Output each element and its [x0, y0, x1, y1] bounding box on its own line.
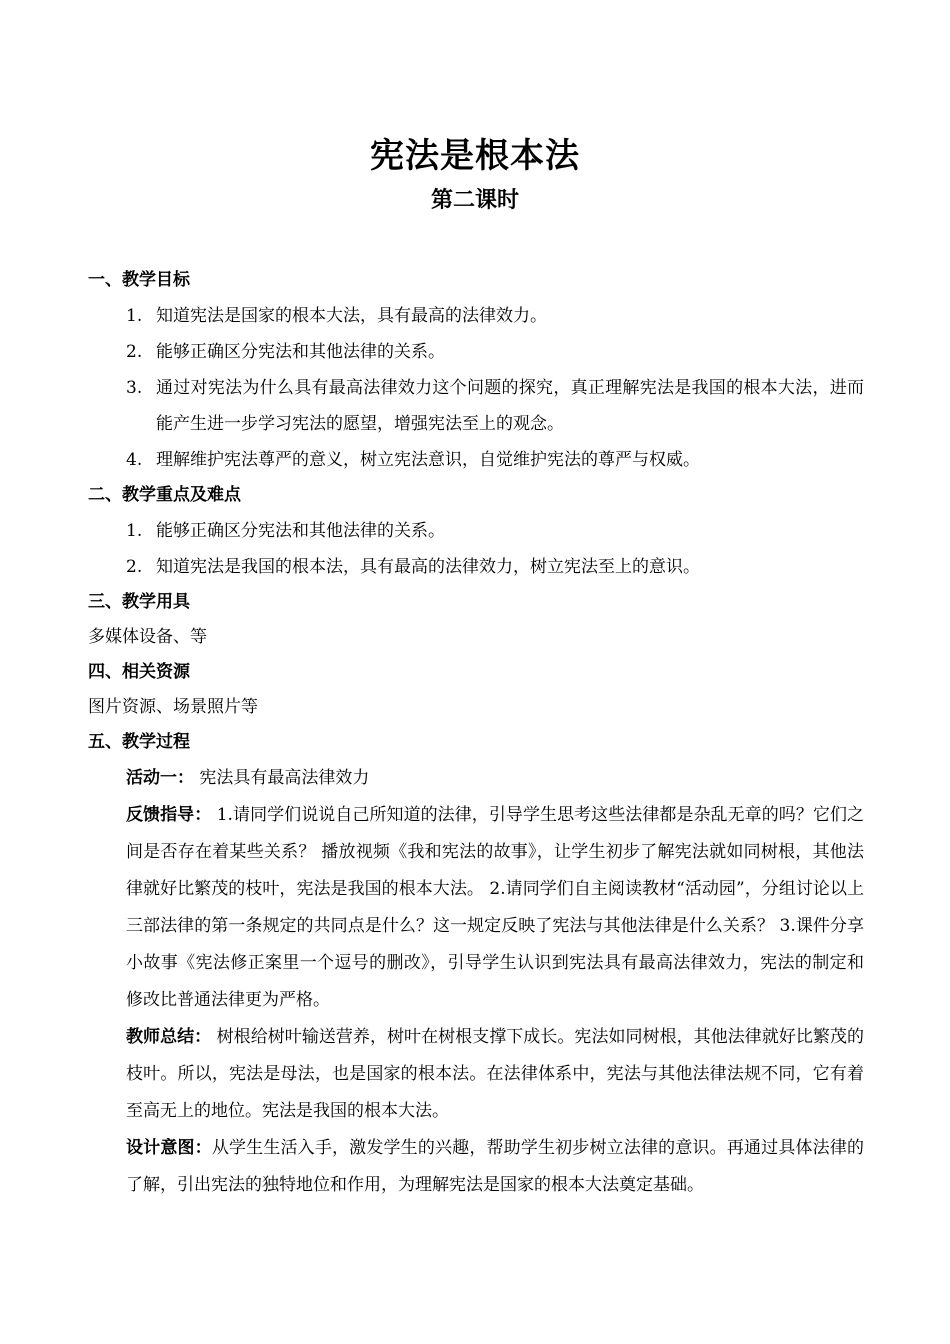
resources-text: 图片资源、场景照片等 [88, 697, 258, 717]
list-text: 知道宪法是我国的根本法，具有最高的法律效力，树立宪法至上的意识。 [156, 557, 700, 577]
list-number: 3. [126, 378, 143, 398]
list-text: 通过对宪法为什么具有最高法律效力这个问题的探究，真正理解宪法是我国的根本大法，进而能产生进一步学习宪法的愿望，增强宪法至上的观念。 [156, 378, 864, 434]
design-label: 设计意图： [126, 1138, 212, 1158]
list-number: 1. [126, 521, 143, 541]
activity-text: 宪法具有最高法律效力 [194, 768, 370, 788]
list-number: 1. [126, 306, 143, 326]
document-subtitle: 第二课时 [430, 187, 519, 213]
document-body [88, 263, 864, 1204]
list-number: 2. [126, 557, 143, 577]
list-item [88, 334, 864, 370]
design-paragraph [88, 1130, 864, 1204]
list-item [88, 442, 864, 478]
list-text: 知道宪法是国家的根本大法，具有最高的法律效力。 [156, 306, 547, 326]
document-title: 宪法是根本法 [370, 136, 580, 176]
design-text: 从学生生活入手，激发学生的兴趣，帮助学生初步树立法律的意识。再通过具体法律的了解，引出宪法的独特地位和作用，为理解宪法是国家的根本大法奠定基础。 [126, 1138, 865, 1195]
section-heading-goals: 一、教学目标 [88, 270, 190, 290]
list-text: 理解维护宪法尊严的意义，树立宪法意识，自觉维护宪法的尊严与权威。 [156, 450, 700, 470]
activity-label: 活动一： [126, 768, 194, 788]
list-text: 能够正确区分宪法和其他法律的关系。 [156, 521, 445, 541]
section-heading-keypoints: 二、教学重点及难点 [88, 485, 241, 505]
summary-text: 树根给树叶输送营养，树叶在树根支撑下成长。宪法如同树根，其他法律就好比繁茂的枝叶。所以，宪法是母法，也是国家的根本法。在法律体系中，宪法与其他法律法规不同，它有着至高无上的地位。宪法是我国的根本大法。 [126, 1027, 864, 1121]
section-heading-tools: 三、教学用具 [88, 592, 190, 612]
activity-paragraph [88, 760, 864, 797]
list-item [88, 549, 864, 585]
list-number: 2. [126, 342, 143, 362]
list-text: 能够正确区分宪法和其他法律的关系。 [156, 342, 445, 362]
summary-label: 教师总结： [126, 1027, 212, 1047]
tools-text: 多媒体设备、等 [88, 627, 207, 647]
list-item [88, 298, 864, 334]
list-item [88, 370, 864, 442]
feedback-text: 1.请同学们说说自己所知道的法律，引导学生思考这些法律都是杂乱无章的吗？它们之间是否存在着某些关系？ 播放视频《我和宪法的故事》，让学生初步了解宪法就如同树根，其他法律就好比繁茂的枝叶，宪法是我国的根本大法。 2.请同学们自主阅读教材“活动园”，分组讨论以上三部法律的第一条规定的共同点是什么？这一规定反映了宪法与其他法律是什么关系？ 3.课件分享小故事《宪法修正案里一个逗号的删改》，引导学生认识到宪法具有最高法律效力，宪法的制定和修改比普通法律更为严格。 [126, 805, 865, 1010]
section-heading-resources: 四、相关资源 [88, 662, 190, 682]
summary-paragraph [88, 1019, 864, 1130]
section-heading-process: 五、教学过程 [88, 732, 190, 752]
feedback-label: 反馈指导： [126, 805, 212, 825]
list-number: 4. [126, 450, 143, 470]
feedback-paragraph [88, 797, 864, 1019]
list-item [88, 513, 864, 549]
